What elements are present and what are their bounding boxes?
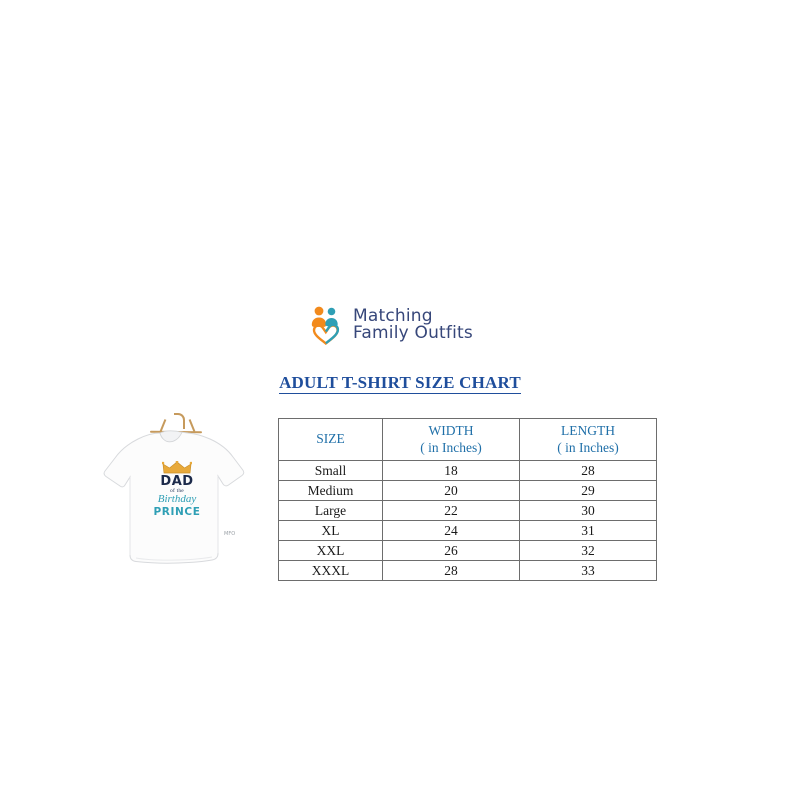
cell-length: 28: [520, 461, 657, 481]
table-row: [279, 541, 657, 561]
size-chart-table: [278, 418, 657, 581]
cell-width: 20: [383, 481, 520, 501]
crown-icon: [162, 461, 192, 474]
table-row: [279, 501, 657, 521]
table-row: [279, 461, 657, 481]
cell-length: 33: [520, 561, 657, 581]
brand-line-1: Matching: [353, 305, 433, 326]
column-header-length: LENGTH ( in Inches): [520, 419, 657, 461]
table-row: [279, 521, 657, 541]
cell-size: Medium: [279, 481, 383, 501]
cell-size: Large: [279, 501, 383, 521]
cell-length: 32: [520, 541, 657, 561]
column-header-size: SIZE: [279, 419, 383, 461]
watermark: MFO: [224, 531, 236, 537]
cell-width: 22: [383, 501, 520, 521]
page-title: [0, 373, 800, 393]
print-line-4: PRINCE: [153, 506, 201, 518]
brand-logo: [308, 305, 473, 345]
cell-size: XXL: [279, 541, 383, 561]
print-line-3: Birthday: [157, 493, 197, 505]
cell-length: 31: [520, 521, 657, 541]
brand-wordmark: [353, 305, 473, 343]
two-figures-heart-icon: [308, 305, 344, 345]
cell-size: XL: [279, 521, 383, 541]
cell-length: 29: [520, 481, 657, 501]
tshirt-print: [144, 461, 210, 527]
print-line-1: DAD: [160, 474, 194, 489]
table-row: [279, 481, 657, 501]
table-header-row: [279, 419, 657, 461]
print-line-2: of the: [170, 488, 184, 494]
size-chart-table-wrapper: [278, 418, 656, 581]
cell-width: 28: [383, 561, 520, 581]
cell-size: XXXL: [279, 561, 383, 581]
table-row: [279, 561, 657, 581]
cell-length: 30: [520, 501, 657, 521]
cell-size: Small: [279, 461, 383, 481]
cell-width: 18: [383, 461, 520, 481]
brand-line-2: Family Outfits: [353, 323, 473, 343]
product-image: [100, 413, 250, 573]
cell-width: 26: [383, 541, 520, 561]
page-title-text: ADULT T-SHIRT SIZE CHART: [279, 373, 521, 392]
column-header-width: WIDTH ( in Inches): [383, 419, 520, 461]
cell-width: 24: [383, 521, 520, 541]
